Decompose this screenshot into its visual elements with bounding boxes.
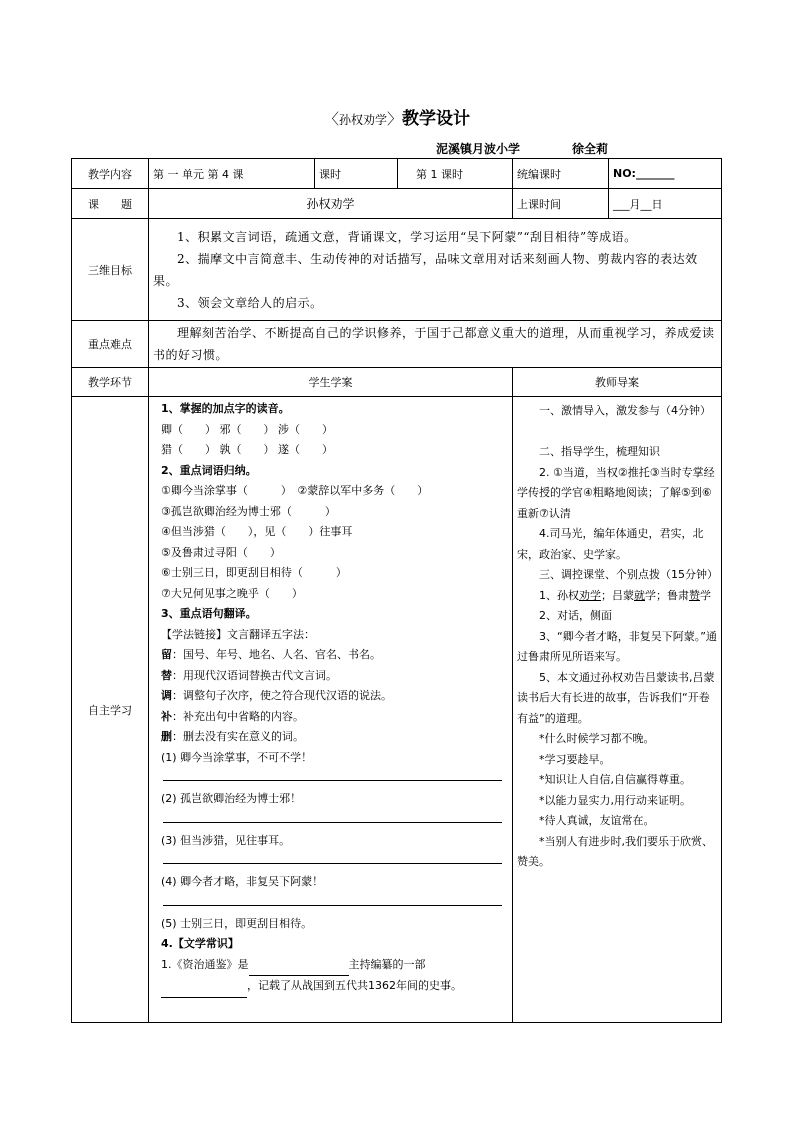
teacher-item: *当别人有进步时,我们要乐于欣赏、赞美。 bbox=[517, 834, 713, 868]
literature-question bbox=[153, 955, 508, 998]
lit-text: ，记载了从战国到五代共1362年间的史事。 bbox=[247, 979, 462, 992]
label-time: 上课时间 bbox=[513, 189, 609, 219]
translate-sentence: (4) 卿今者才略，非复吴下阿蒙！ bbox=[161, 875, 324, 888]
author-school: 泥溪镇月波小学 bbox=[436, 142, 521, 156]
time-cell: ___月__日 bbox=[609, 189, 722, 219]
answer-underlined: 赞 bbox=[689, 588, 700, 602]
answer-text: ；吕蒙 bbox=[601, 588, 634, 602]
table-row bbox=[72, 219, 722, 321]
teacher-item: 5、本文通过孙权劝告吕蒙读书,吕蒙读书后大有长进的故事，告诉我们“开卷有益”的道理。 bbox=[517, 670, 715, 725]
label-period: 课时 bbox=[315, 159, 398, 189]
teacher-item: 4.司马光，编年体通史，君实，北宋，政治家、史学家。 bbox=[517, 527, 704, 561]
vocab-item: ①卿今当涂掌事（ ） ②蒙辞以军中多务（ ） bbox=[161, 484, 429, 497]
author-line bbox=[436, 140, 608, 157]
vocab-item: ⑦大兄何见事之晚乎（ ） bbox=[161, 586, 303, 600]
method-key: 留 bbox=[161, 648, 172, 661]
method-desc: ：补充出句中省略的内容。 bbox=[172, 709, 304, 723]
topic-cell: 孙权劝学 bbox=[149, 189, 513, 219]
teacher-item: *待人真诚，友谊常在。 bbox=[539, 814, 655, 827]
table-row bbox=[72, 321, 722, 368]
title-lesson-name: 孙权劝学 bbox=[338, 113, 387, 127]
title-close-bracket: 〉 bbox=[387, 110, 403, 128]
answer-line[interactable] bbox=[163, 814, 502, 823]
teacher-item: 二、指导学生，梳理知识 bbox=[539, 445, 660, 458]
lit-blank[interactable] bbox=[161, 976, 247, 998]
label-stage: 教学环节 bbox=[72, 368, 149, 397]
method-key: 替 bbox=[161, 668, 172, 682]
author-name: 徐全莉 bbox=[572, 142, 609, 156]
student-plan-header: 学生学案 bbox=[149, 368, 513, 397]
key-points-cell bbox=[149, 321, 722, 368]
vocab-item: ⑥士别三日，即更刮目相待（ ） bbox=[161, 566, 347, 579]
goals-cell bbox=[149, 219, 722, 321]
goal-item: 3、领会文章给人的启示。 bbox=[177, 295, 323, 310]
teacher-item: 2、对话，侧面 bbox=[539, 609, 612, 622]
key-points-text: 理解刻苦治学、不断提高自己的学识修养，于国于己都意义重大的道理，从而重视学习，养成爱读书的好习惯。 bbox=[153, 326, 715, 362]
table-row bbox=[72, 189, 722, 219]
teacher-answer-1 bbox=[517, 586, 717, 607]
lit-text: 主持编纂的一部 bbox=[348, 957, 426, 971]
method-key: 删 bbox=[161, 730, 172, 743]
method-desc: ：调整句子次序，使之符合现代汉语的说法。 bbox=[172, 689, 392, 702]
teacher-plan-cell bbox=[513, 397, 722, 1023]
method-link-label: 【学法链接】 bbox=[161, 627, 227, 641]
title-open-bracket: 〈 bbox=[323, 110, 339, 128]
goal-item: 2、揣摩文中言简意丰、生动传神的对话描写，品味文章用对话来刻画人物、剪裁内容的表达效果。 bbox=[153, 251, 698, 288]
page-title bbox=[0, 104, 794, 129]
label-content: 教学内容 bbox=[72, 159, 149, 189]
label-key-points: 重点难点 bbox=[72, 321, 149, 368]
method-item bbox=[153, 666, 508, 687]
vocab-item: ⑤及鲁肃过寻阳（ ） bbox=[161, 545, 281, 559]
teacher-item: *什么时候学习都不晚。 bbox=[539, 732, 655, 745]
teacher-item: 3、“卿今者才略，非复吴下阿蒙。”通过鲁肃所见所语来写。 bbox=[517, 629, 717, 663]
label-goals: 三维目标 bbox=[72, 219, 149, 321]
teacher-item: *知识让人自信,自信赢得尊重。 bbox=[539, 773, 691, 786]
method-link-text: 文言翻译五字法： bbox=[227, 627, 315, 641]
vocab-item: ④但当涉猎（ ），见（ ）往事耳 bbox=[161, 525, 353, 538]
answer-text: 1、孙权 bbox=[539, 588, 579, 602]
answer-line[interactable] bbox=[163, 897, 502, 906]
teacher-item: 一、激情导入，激发参与（4分钟） bbox=[539, 404, 711, 417]
method-item bbox=[153, 645, 508, 666]
student-plan-cell bbox=[149, 397, 513, 1023]
content-cell: 第 一 单元 第 4 课 bbox=[149, 159, 315, 189]
student-heading-4: 4.【文学常识】 bbox=[161, 937, 239, 950]
goal-item: 1、积累文言词语，疏通文意，背诵课文，学习运用“吴下阿蒙”“刮目相待”等成语。 bbox=[177, 229, 637, 244]
translate-sentence: (5) 士别三日，即更刮目相待。 bbox=[161, 916, 313, 930]
label-self-study: 自主学习 bbox=[72, 397, 149, 1023]
pronunciation-line: 卿（ ） 邪（ ） 涉（ ） bbox=[161, 422, 333, 436]
method-desc: ：国号、年号、地名、人名、官名、书名。 bbox=[172, 648, 381, 661]
method-link bbox=[153, 625, 508, 646]
translate-sentence: (2) 孤岂欲卿治经为博士邪！ bbox=[161, 792, 302, 805]
method-desc: ：删去没有实在意义的词。 bbox=[172, 730, 304, 743]
student-heading-2: 2、重点词语归纳。 bbox=[161, 463, 257, 477]
translate-sentence: (3) 但当涉猎，见往事耳。 bbox=[161, 833, 291, 847]
method-item bbox=[153, 727, 508, 748]
table-row bbox=[72, 368, 722, 397]
teacher-plan-header: 教师导案 bbox=[513, 368, 722, 397]
student-heading-3: 3、重点语句翻译。 bbox=[161, 607, 257, 620]
teacher-item: *学习要趁早。 bbox=[539, 752, 611, 766]
label-topic: 课 题 bbox=[72, 189, 149, 219]
answer-text: 学；鲁肃 bbox=[645, 588, 689, 602]
table-row bbox=[72, 159, 722, 189]
number-cell: NO:_______ bbox=[609, 159, 722, 189]
teacher-item: 三、调控课堂、个别点拨（15分钟） bbox=[539, 568, 718, 581]
lit-blank[interactable] bbox=[249, 955, 349, 977]
answer-line[interactable] bbox=[163, 855, 502, 864]
answer-line[interactable] bbox=[163, 772, 502, 781]
answer-underlined: 就 bbox=[634, 588, 645, 602]
translate-sentence: (1) 卿今当涂掌事，不可不学！ bbox=[161, 750, 313, 764]
label-unified: 统编课时 bbox=[513, 159, 609, 189]
student-heading-1: 1、掌握的加点字的读音。 bbox=[161, 402, 290, 415]
answer-text: 学 bbox=[700, 588, 711, 602]
method-item bbox=[153, 686, 508, 707]
pronunciation-line: 猎（ ） 孰（ ） 遂（ ） bbox=[161, 443, 333, 456]
method-key: 补 bbox=[161, 709, 172, 723]
method-key: 调 bbox=[161, 689, 172, 702]
lit-text: 1.《资治通鉴》是 bbox=[161, 957, 249, 971]
spacer bbox=[517, 422, 717, 443]
vocab-item: ③孤岂欲卿治经为博士邪（ ） bbox=[161, 504, 336, 518]
answer-underlined: 劝学 bbox=[579, 588, 601, 602]
lesson-plan-table bbox=[71, 158, 722, 1023]
teacher-item: *以能力显实力,用行动来证明。 bbox=[539, 793, 691, 807]
title-suffix: 教学设计 bbox=[402, 109, 471, 129]
table-row bbox=[72, 397, 722, 1023]
period-cell: 第 1 课时 bbox=[398, 159, 513, 189]
method-desc: ：用现代汉语词替换古代文言词。 bbox=[172, 668, 337, 682]
teacher-item: 2. ①当道，当权②推托③当时专掌经学传授的学官④粗略地阅读；了解⑤到⑥重新⑦认清 bbox=[517, 465, 715, 520]
method-item bbox=[153, 707, 508, 728]
